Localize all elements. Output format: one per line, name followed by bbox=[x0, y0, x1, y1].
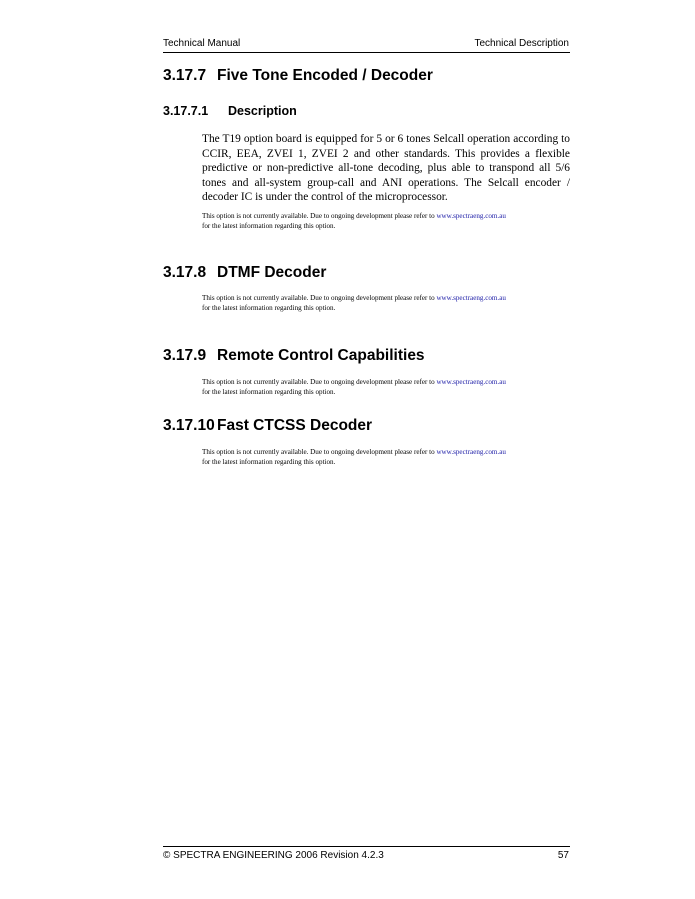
section-number: 3.17.8 bbox=[163, 264, 207, 281]
page-header bbox=[163, 38, 570, 53]
header-section-title: Technical Description bbox=[474, 38, 569, 49]
description-paragraph: The T19 option board is equipped for 5 or 6 tones Selcall operation according to CCIR, EEA, ZVEI 1, ZVEI 2 and other standards. This provides a flexible predictive or non-predictive all-tone decoding, plus able to transpond all 5/6 tones and all-system group-call and ANI operations. The Selcall encoder / decoder IC is under the control of the microprocessor. bbox=[202, 133, 570, 204]
note-line2: for the latest information regarding this option. bbox=[202, 221, 336, 230]
website-link[interactable]: www.spectraeng.com.au bbox=[436, 448, 506, 456]
section-heading-fast-ctcss bbox=[163, 417, 372, 435]
header-doc-title: Technical Manual bbox=[163, 38, 241, 49]
website-link[interactable]: www.spectraeng.com.au bbox=[436, 294, 506, 302]
website-link[interactable]: www.spectraeng.com.au bbox=[436, 378, 506, 386]
section-title: DTMF Decoder bbox=[217, 264, 327, 281]
section-heading-five-tone bbox=[163, 67, 433, 85]
note-text: This option is not currently available. Due to ongoing development please refer to bbox=[202, 212, 437, 220]
subsection-title: Description bbox=[228, 104, 297, 118]
note-text: This option is not currently available. Due to ongoing development please refer to bbox=[202, 294, 437, 302]
footer-copyright: © SPECTRA ENGINEERING 2006 Revision 4.2.3 bbox=[163, 850, 384, 861]
note-line2: for the latest information regarding this option. bbox=[202, 457, 336, 466]
website-link[interactable]: www.spectraeng.com.au bbox=[436, 212, 506, 220]
subsection-heading-description bbox=[163, 104, 297, 119]
note-text: This option is not currently available. Due to ongoing development please refer to bbox=[202, 378, 437, 386]
section-title: Remote Control Capabilities bbox=[217, 347, 425, 364]
section-title: Five Tone Encoded / Decoder bbox=[217, 67, 433, 84]
section-number: 3.17.9 bbox=[163, 347, 207, 364]
page-footer bbox=[163, 846, 570, 861]
section-title: Fast CTCSS Decoder bbox=[217, 417, 373, 434]
section-number: 3.17.7 bbox=[163, 67, 207, 84]
page-number: 57 bbox=[557, 850, 569, 861]
subsection-number: 3.17.7.1 bbox=[163, 104, 209, 118]
section-number: 3.17.10 bbox=[163, 417, 215, 434]
note-line2: for the latest information regarding this option. bbox=[202, 387, 336, 396]
availability-note-4 bbox=[202, 448, 574, 467]
availability-note-1 bbox=[202, 212, 574, 231]
availability-note-2 bbox=[202, 294, 574, 313]
note-line2: for the latest information regarding this option. bbox=[202, 303, 336, 312]
section-heading-remote-control bbox=[163, 347, 425, 365]
availability-note-3 bbox=[202, 378, 574, 397]
section-heading-dtmf bbox=[163, 264, 326, 282]
note-text: This option is not currently available. Due to ongoing development please refer to bbox=[202, 448, 437, 456]
